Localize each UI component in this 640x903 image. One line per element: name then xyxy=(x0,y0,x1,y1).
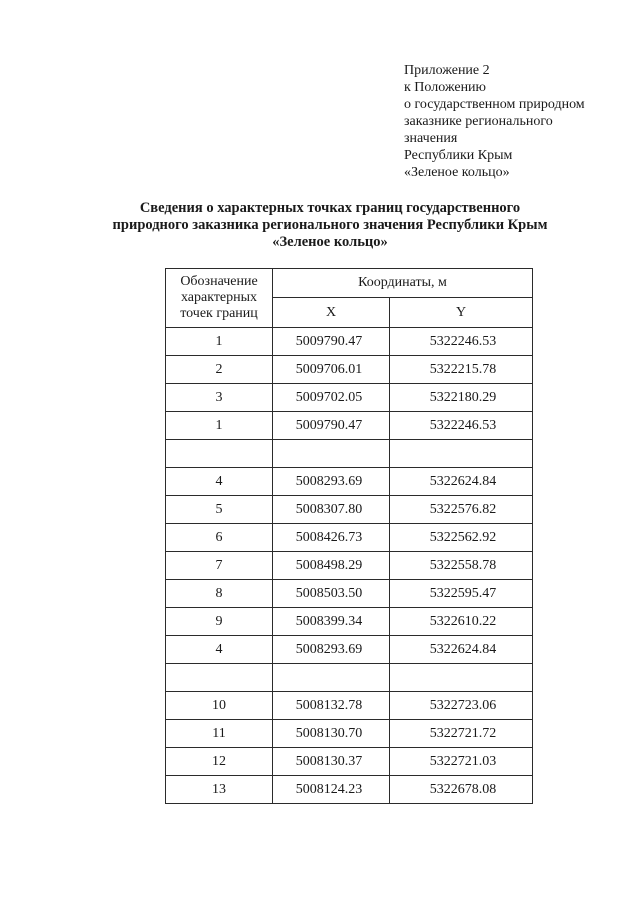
appendix-line: о государственном природном xyxy=(404,97,585,112)
point-cell: 4 xyxy=(166,468,273,496)
x-cell: 5008426.73 xyxy=(273,524,390,552)
x-cell xyxy=(273,440,390,468)
table-row xyxy=(166,524,533,552)
y-cell: 5322624.84 xyxy=(390,636,533,664)
point-cell xyxy=(166,664,273,692)
header-row xyxy=(166,269,533,298)
point-cell: 10 xyxy=(166,692,273,720)
appendix-line: значения xyxy=(404,131,458,146)
y-cell: 5322624.84 xyxy=(390,468,533,496)
header-x: X xyxy=(273,298,390,328)
table-row xyxy=(166,412,533,440)
point-cell: 2 xyxy=(166,356,273,384)
x-cell: 5009702.05 xyxy=(273,384,390,412)
point-cell: 7 xyxy=(166,552,273,580)
x-cell: 5009790.47 xyxy=(273,412,390,440)
table-row-separator xyxy=(166,440,533,468)
table-row xyxy=(166,720,533,748)
x-cell: 5008399.34 xyxy=(273,608,390,636)
y-cell: 5322562.92 xyxy=(390,524,533,552)
header-y: Y xyxy=(390,298,533,328)
y-cell xyxy=(390,440,533,468)
point-cell: 1 xyxy=(166,412,273,440)
header-point-line: точек границ xyxy=(180,306,258,321)
point-cell: 11 xyxy=(166,720,273,748)
x-cell: 5008293.69 xyxy=(273,636,390,664)
point-cell: 12 xyxy=(166,748,273,776)
y-cell: 5322721.03 xyxy=(390,748,533,776)
table-row xyxy=(166,496,533,524)
x-cell xyxy=(273,664,390,692)
x-cell: 5008503.50 xyxy=(273,580,390,608)
table-row xyxy=(166,748,533,776)
header-point-designation xyxy=(166,269,273,328)
appendix-line: Приложение 2 xyxy=(404,63,490,78)
title-line: природного заказника регионального значения Республики Крым xyxy=(112,217,548,233)
x-cell: 5008132.78 xyxy=(273,692,390,720)
x-cell: 5009790.47 xyxy=(273,328,390,356)
table-row xyxy=(166,692,533,720)
x-cell: 5009706.01 xyxy=(273,356,390,384)
header-point-line: характерных xyxy=(180,290,258,305)
table-row xyxy=(166,552,533,580)
point-cell: 1 xyxy=(166,328,273,356)
table-header xyxy=(166,269,533,328)
point-cell: 5 xyxy=(166,496,273,524)
table-row xyxy=(166,356,533,384)
table-row xyxy=(166,636,533,664)
y-cell: 5322721.72 xyxy=(390,720,533,748)
y-cell: 5322576.82 xyxy=(390,496,533,524)
appendix-note xyxy=(404,62,585,181)
x-cell: 5008307.80 xyxy=(273,496,390,524)
point-cell: 8 xyxy=(166,580,273,608)
table-row xyxy=(166,468,533,496)
x-cell: 5008130.37 xyxy=(273,748,390,776)
point-cell: 3 xyxy=(166,384,273,412)
table-row xyxy=(166,580,533,608)
coordinates-table xyxy=(165,268,533,804)
y-cell: 5322678.08 xyxy=(390,776,533,804)
y-cell: 5322246.53 xyxy=(390,328,533,356)
y-cell: 5322595.47 xyxy=(390,580,533,608)
table-row xyxy=(166,608,533,636)
y-cell: 5322723.06 xyxy=(390,692,533,720)
appendix-line: заказнике регионального xyxy=(404,114,553,129)
document-title xyxy=(80,200,580,251)
appendix-line: Республики Крым xyxy=(404,148,513,163)
header-coordinates: Координаты, м xyxy=(273,269,533,298)
y-cell xyxy=(390,664,533,692)
x-cell: 5008130.70 xyxy=(273,720,390,748)
appendix-line: к Положению xyxy=(404,80,487,95)
point-cell: 4 xyxy=(166,636,273,664)
table-row-separator xyxy=(166,664,533,692)
x-cell: 5008498.29 xyxy=(273,552,390,580)
point-cell: 6 xyxy=(166,524,273,552)
table-row xyxy=(166,328,533,356)
y-cell: 5322246.53 xyxy=(390,412,533,440)
header-point-line: Обозначение xyxy=(180,274,258,289)
y-cell: 5322610.22 xyxy=(390,608,533,636)
y-cell: 5322215.78 xyxy=(390,356,533,384)
point-cell: 13 xyxy=(166,776,273,804)
title-line: «Зеленое кольцо» xyxy=(272,234,388,250)
y-cell: 5322180.29 xyxy=(390,384,533,412)
point-cell: 9 xyxy=(166,608,273,636)
table-row xyxy=(166,776,533,804)
table-body xyxy=(166,328,533,804)
x-cell: 5008124.23 xyxy=(273,776,390,804)
appendix-line: «Зеленое кольцо» xyxy=(404,165,510,180)
table-row xyxy=(166,384,533,412)
title-line: Сведения о характерных точках границ государственного xyxy=(139,200,521,216)
x-cell: 5008293.69 xyxy=(273,468,390,496)
point-cell xyxy=(166,440,273,468)
y-cell: 5322558.78 xyxy=(390,552,533,580)
